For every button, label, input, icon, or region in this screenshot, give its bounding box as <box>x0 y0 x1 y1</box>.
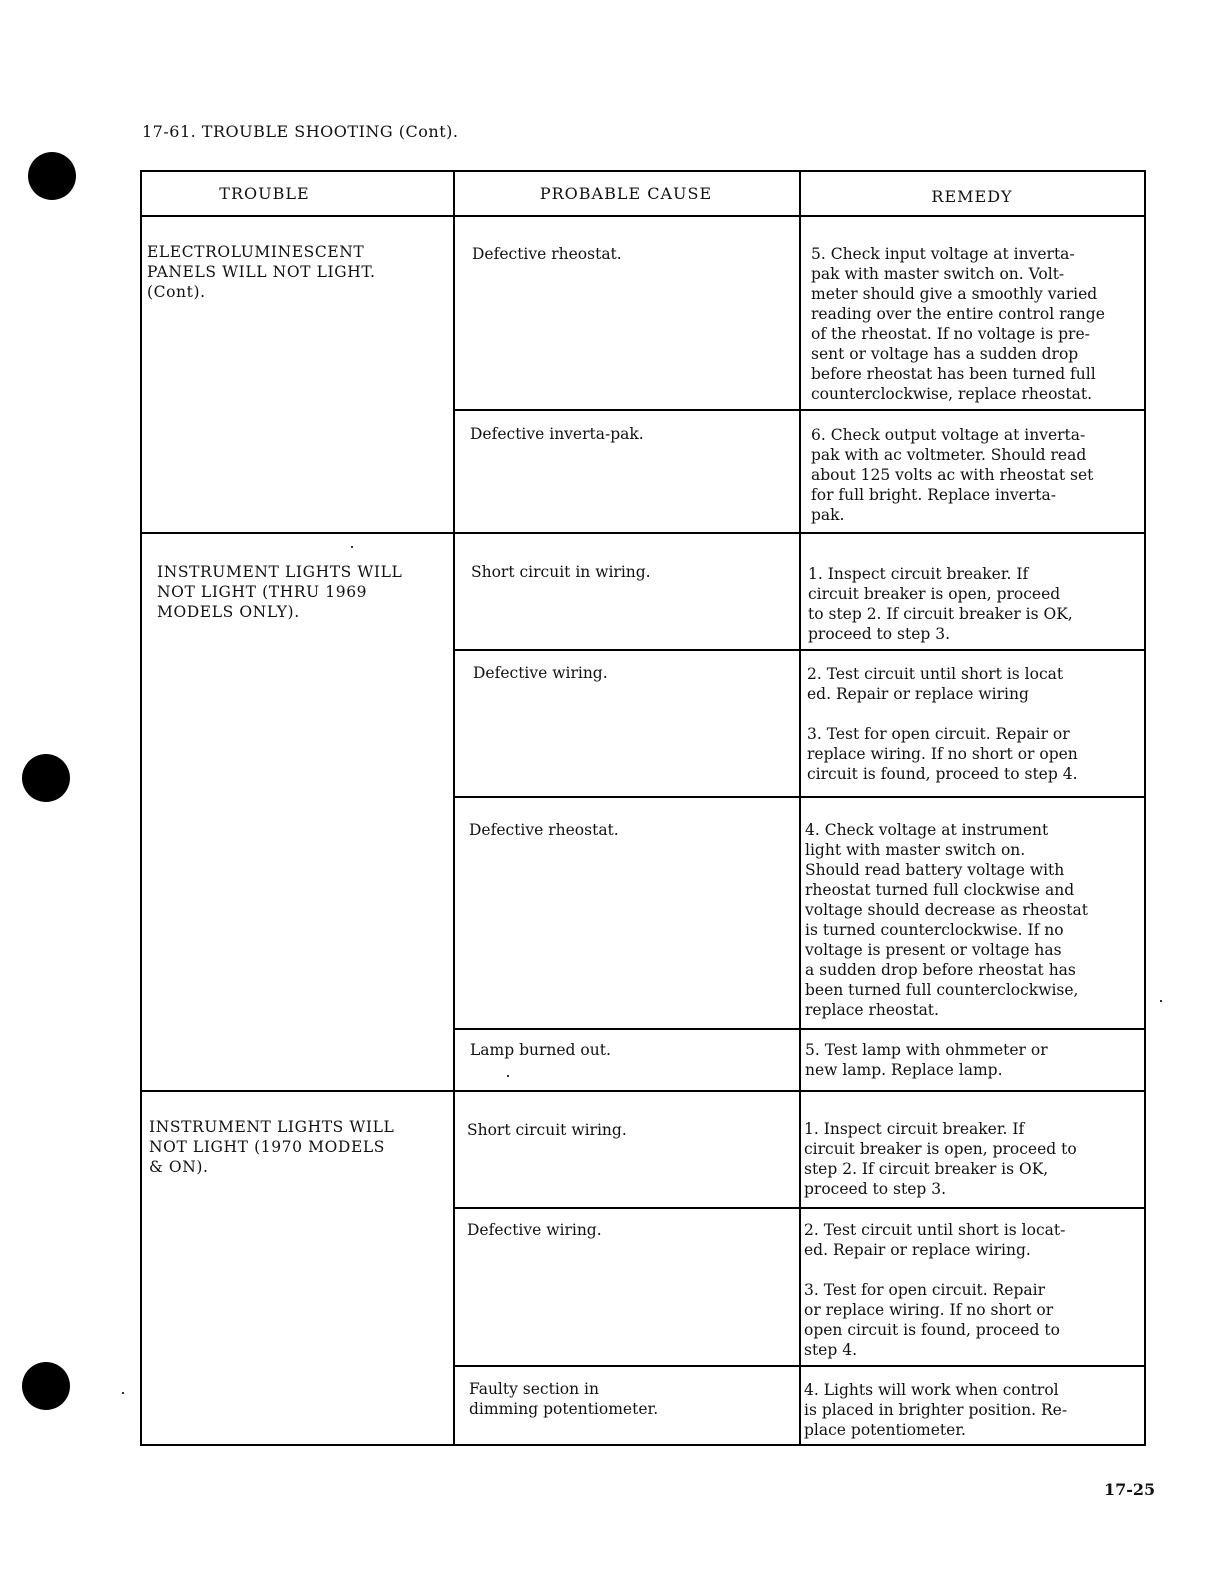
row-rule <box>453 1365 1144 1367</box>
row-rule <box>453 649 1144 651</box>
cause-cell: Defective rheostat. <box>472 245 622 263</box>
trouble-shooting-table <box>140 170 1146 1446</box>
row-rule <box>453 1207 1144 1209</box>
cause-cell: Short circuit in wiring. <box>471 563 651 581</box>
header-trouble: TROUBLE <box>219 184 310 203</box>
remedy-cell: 2. Test circuit until short is locat- ed. Repair or replace wiring. 3. Test for open circuit. Repair or replace wiring. If no short or open circuit is found, proceed to step 4. <box>804 1221 1066 1359</box>
cause-cell: Lamp burned out. <box>470 1041 611 1059</box>
remedy-cell: 1. Inspect circuit breaker. If circuit breaker is open, proceed to step 2. If circuit breaker is OK, proceed to step 3. <box>808 565 1073 643</box>
remedy-cell: 5. Test lamp with ohmmeter or new lamp. Replace lamp. <box>805 1041 1048 1079</box>
punch-hole-middle <box>22 754 70 802</box>
page-number: 17-25 <box>1104 1480 1156 1499</box>
trouble-electroluminescent: ELECTROLUMINESCENT PANELS WILL NOT LIGHT. (Cont). <box>147 243 376 301</box>
remedy-cell: 1. Inspect circuit breaker. If circuit breaker is open, proceed to step 2. If circuit breaker is OK, proceed to step 3. <box>804 1120 1077 1198</box>
header-cause: PROBABLE CAUSE <box>539 184 713 203</box>
trouble-instrument-lights-thru-1969: INSTRUMENT LIGHTS WILL NOT LIGHT (THRU 1969 MODELS ONLY). <box>157 563 403 621</box>
column-divider <box>799 172 801 1444</box>
scan-speck <box>122 1392 124 1394</box>
cause-cell: Short circuit wiring. <box>467 1121 627 1139</box>
remedy-cell: 5. Check input voltage at inverta- pak with master switch on. Volt- meter should give a smoothly varied reading over the entire control range of the rheostat. If no voltage is pre- sent or voltage has a sudden drop before rheostat has been turned full counterclockwise, replace rheostat. <box>811 245 1105 403</box>
section-heading: 17-61. TROUBLE SHOOTING (Cont). <box>142 122 459 141</box>
scan-speck <box>351 546 353 548</box>
row-rule <box>453 1028 1144 1030</box>
header-remedy: REMEDY <box>931 187 1013 206</box>
cause-cell: Defective rheostat. <box>469 821 619 839</box>
trouble-instrument-lights-1970-on: INSTRUMENT LIGHTS WILL NOT LIGHT (1970 MODELS & ON). <box>149 1118 395 1176</box>
remedy-cell: 4. Check voltage at instrument light with master switch on. Should read battery voltage with rheostat turned full clockwise and voltage should decrease as rheostat is turned counterclockwise. If no voltage is present or voltage has a sudden drop before rheostat has been turned full counterclockwise, replace rheostat. <box>805 821 1088 1019</box>
remedy-cell: 6. Check output voltage at inverta- pak with ac voltmeter. Should read about 125 volts ac with rheostat set for full bright. Replace inverta- pak. <box>811 426 1094 524</box>
scan-speck <box>507 1075 509 1077</box>
remedy-cell: 2. Test circuit until short is locat ed. Repair or replace wiring 3. Test for open circuit. Repair or replace wiring. If no short or open circuit is found, proceed to step 4. <box>807 665 1078 783</box>
column-divider <box>453 172 455 1444</box>
scan-speck <box>1160 1000 1162 1002</box>
cause-cell: Defective wiring. <box>467 1221 602 1239</box>
header-rule <box>142 215 1144 217</box>
cause-cell: Defective inverta-pak. <box>470 425 644 443</box>
cause-cell: Defective wiring. <box>473 664 608 682</box>
cause-cell: Faulty section in dimming potentiometer. <box>469 1380 659 1418</box>
group-rule <box>142 532 1144 534</box>
punch-hole-top <box>28 152 76 200</box>
group-rule <box>142 1090 1144 1092</box>
remedy-cell: 4. Lights will work when control is placed in brighter position. Re- place potentiometer. <box>804 1381 1068 1439</box>
punch-hole-bottom <box>22 1362 70 1410</box>
row-rule <box>453 796 1144 798</box>
row-rule <box>453 409 1144 411</box>
